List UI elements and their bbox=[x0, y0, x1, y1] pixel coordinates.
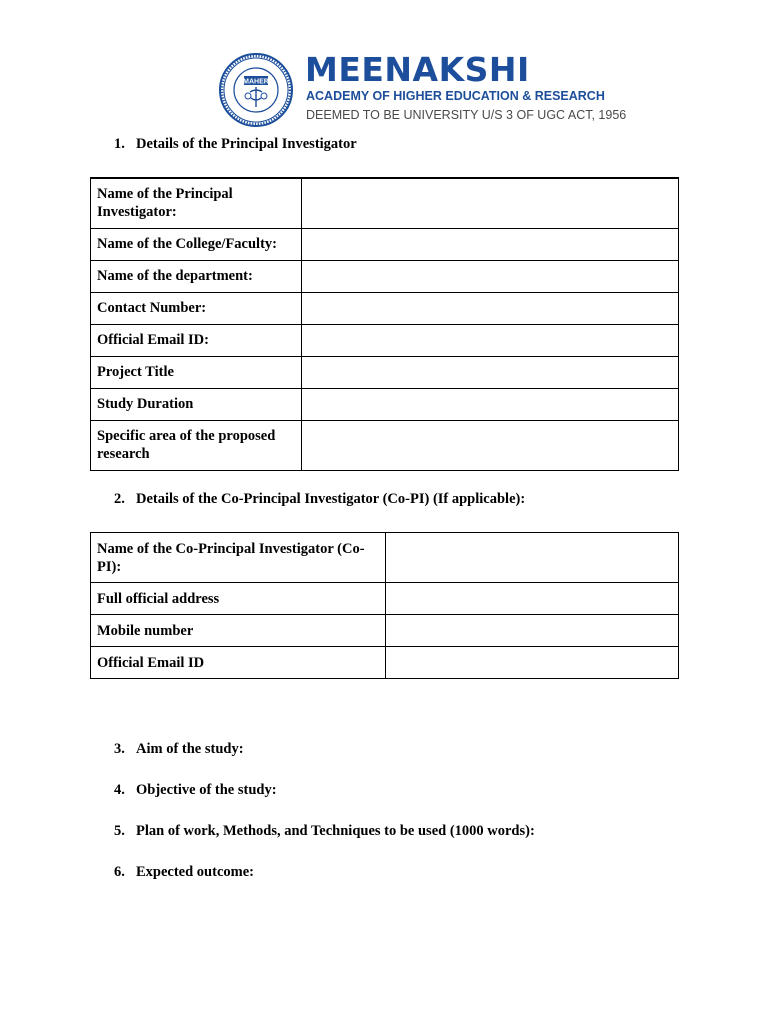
section-number: 2. bbox=[114, 491, 125, 507]
college-field[interactable] bbox=[302, 228, 679, 260]
project-title-field[interactable] bbox=[302, 356, 679, 388]
field-label: Name of the College/Faculty: bbox=[91, 228, 302, 260]
copi-email-field[interactable] bbox=[386, 647, 679, 679]
table-row bbox=[91, 647, 679, 679]
section-number: 6. bbox=[114, 864, 125, 880]
section-number: 5. bbox=[114, 823, 125, 839]
field-label: Contact Number: bbox=[91, 292, 302, 324]
section-title: Plan of work, Methods, and Techniques to be used (1000 words): bbox=[136, 823, 535, 839]
section-title: Aim of the study: bbox=[136, 741, 244, 757]
section-1-heading bbox=[114, 135, 357, 153]
table-row bbox=[91, 356, 679, 388]
contact-number-field[interactable] bbox=[302, 292, 679, 324]
email-field[interactable] bbox=[302, 324, 679, 356]
copi-name-field[interactable] bbox=[386, 533, 679, 583]
section-number: 3. bbox=[114, 741, 125, 757]
field-label: Name of the department: bbox=[91, 260, 302, 292]
research-area-field[interactable] bbox=[302, 420, 679, 470]
department-field[interactable] bbox=[302, 260, 679, 292]
field-label: Specific area of the proposed research bbox=[91, 420, 302, 470]
institution-header bbox=[218, 50, 627, 130]
section-number: 1. bbox=[114, 136, 125, 152]
copi-details-table bbox=[90, 532, 679, 679]
section-3-heading bbox=[114, 740, 244, 758]
field-label: Study Duration bbox=[91, 388, 302, 420]
table-row bbox=[91, 324, 679, 356]
section-title: Details of the Principal Investigator bbox=[136, 136, 357, 152]
field-label: Full official address bbox=[91, 583, 386, 615]
table-row bbox=[91, 583, 679, 615]
field-label: Project Title bbox=[91, 356, 302, 388]
field-label: Mobile number bbox=[91, 615, 386, 647]
field-label: Official Email ID bbox=[91, 647, 386, 679]
pi-name-field[interactable] bbox=[302, 178, 679, 228]
address-field[interactable] bbox=[386, 583, 679, 615]
section-title: Objective of the study: bbox=[136, 782, 277, 798]
brand-tagline: DEEMED TO BE UNIVERSITY U/S 3 OF UGC ACT, 1956 bbox=[306, 108, 627, 122]
section-title: Details of the Co-Principal Investigator (Co-PI) (If applicable): bbox=[136, 491, 526, 507]
field-label: Name of the Principal Investigator: bbox=[91, 178, 302, 228]
table-row bbox=[91, 178, 679, 228]
field-label: Name of the Co-Principal Investigator (Co-PI): bbox=[91, 533, 386, 583]
section-number: 4. bbox=[114, 782, 125, 798]
table-row bbox=[91, 388, 679, 420]
field-label: Official Email ID: bbox=[91, 324, 302, 356]
mobile-field[interactable] bbox=[386, 615, 679, 647]
study-duration-field[interactable] bbox=[302, 388, 679, 420]
brand-subtitle: ACADEMY OF HIGHER EDUCATION & RESEARCH bbox=[306, 89, 605, 103]
table-row bbox=[91, 292, 679, 324]
table-row bbox=[91, 260, 679, 292]
table-row bbox=[91, 420, 679, 470]
pi-details-table bbox=[90, 177, 679, 471]
university-seal-logo bbox=[218, 52, 294, 128]
section-title: Expected outcome: bbox=[136, 864, 254, 880]
table-row bbox=[91, 228, 679, 260]
table-row bbox=[91, 533, 679, 583]
section-4-heading bbox=[114, 781, 277, 799]
brand-name: MEENAKSHI bbox=[305, 50, 530, 89]
table-row bbox=[91, 615, 679, 647]
seal-text: MAHER bbox=[243, 78, 269, 86]
section-2-heading bbox=[114, 490, 525, 508]
section-6-heading bbox=[114, 863, 254, 881]
section-5-heading bbox=[114, 822, 535, 840]
